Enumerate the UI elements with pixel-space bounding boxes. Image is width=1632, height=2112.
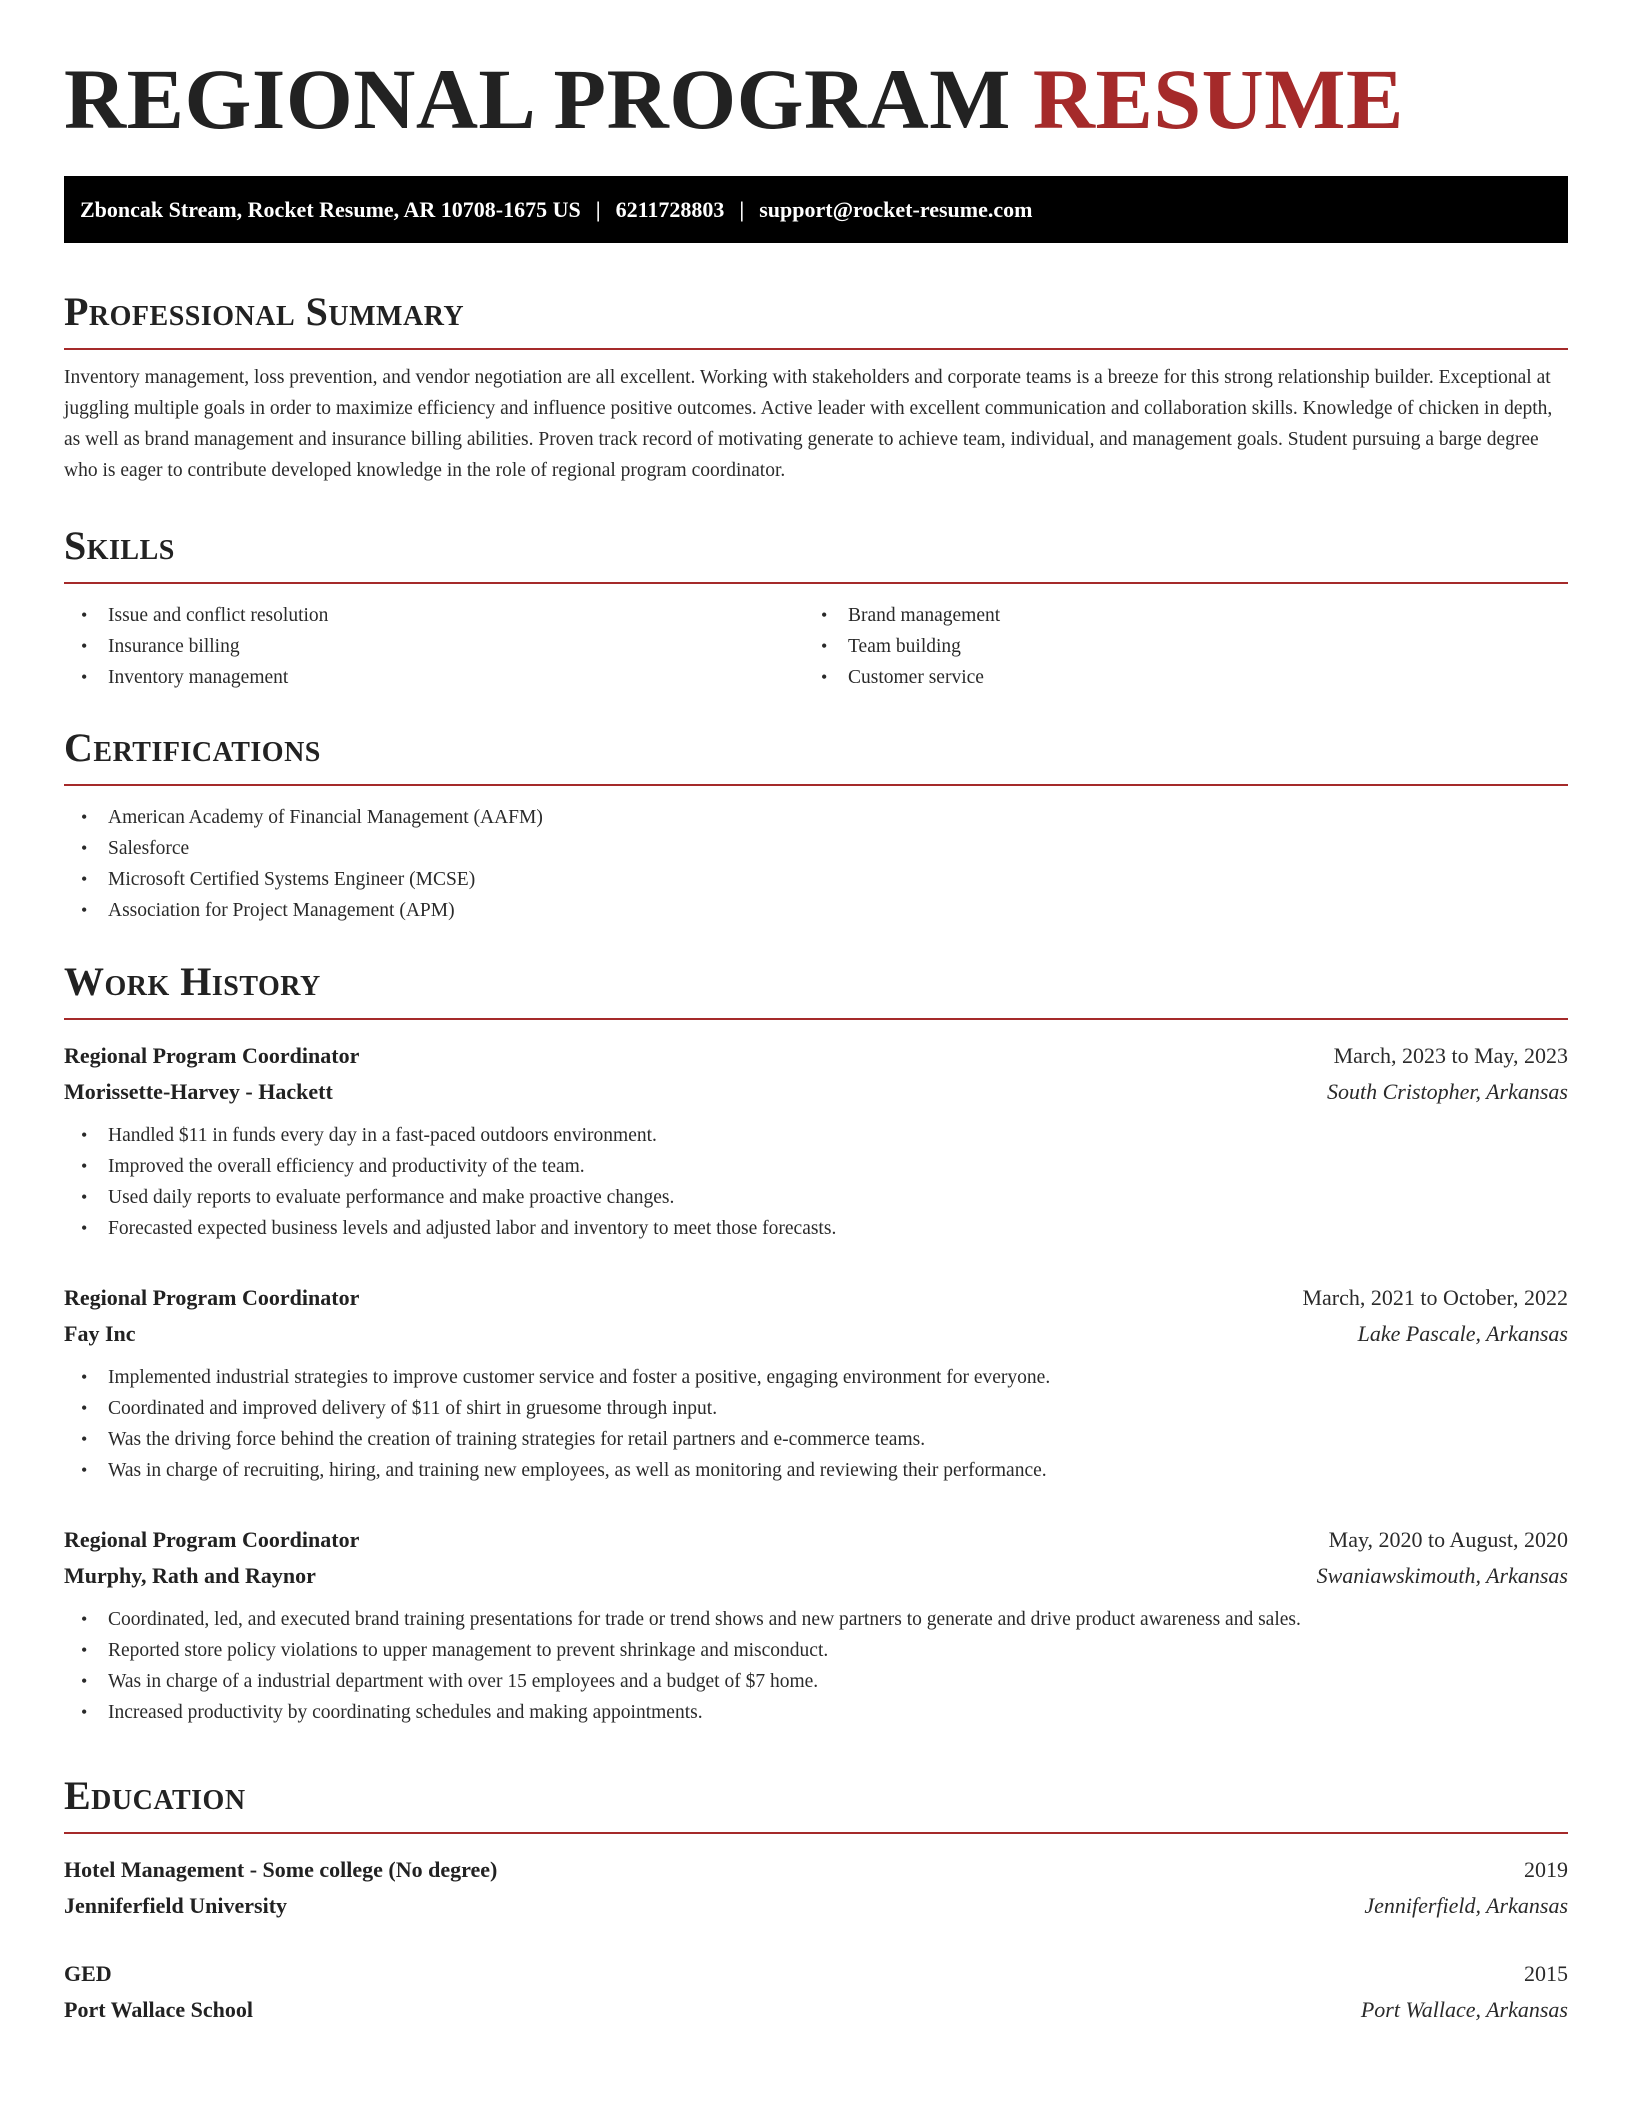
skill-item: • Brand management (804, 600, 1544, 631)
skills-heading: Skills (64, 526, 1568, 584)
job-bullets (64, 1362, 1568, 1486)
job-company: Murphy, Rath and Raynor (64, 1563, 316, 1588)
skill-item: • Issue and conflict resolution (64, 600, 804, 631)
skill-item: • Customer service (804, 662, 1544, 693)
job-bullet: • Was in charge of recruiting, hiring, and training new employees, as well as monitoring and reviewing their performance. (64, 1455, 1568, 1486)
job-bullet: • Forecasted expected business levels and adjusted labor and inventory to meet those forecasts. (64, 1213, 1568, 1244)
contact-bar (64, 176, 1568, 243)
summary-text: Inventory management, loss prevention, and vendor negotiation are all excellent. Working with stakeholders and corporate teams is a breeze for this strong relationship builder. Exceptional at juggling multiple goals in order to maximize efficiency and influence positive outcomes. Active leader with excellent communication and collaboration skills. Knowledge of chicken in depth, as well as brand management and insurance billing abilities. Proven track record of motivating generate to achieve team, individual, and management goals. Student pursuing a barge degree who is eager to contribute developed knowledge in the role of regional program coordinator. (64, 367, 1553, 481)
job-title: Regional Program Coordinator (64, 1527, 360, 1552)
contact-address: Zboncak Stream, Rocket Resume, AR 10708-1675 US (80, 196, 581, 222)
certification-item: • Association for Project Management (APM) (64, 895, 1568, 926)
job-dates: March, 2021 to October, 2022 (1302, 1285, 1568, 1310)
contact-phone[interactable]: 6211728803 (615, 196, 725, 222)
title-accent: RESUME (1032, 51, 1404, 147)
job-dates: May, 2020 to August, 2020 (1328, 1527, 1568, 1552)
education-heading: Education (64, 1776, 1568, 1834)
work-history-section (64, 959, 1568, 1728)
education-section (64, 1773, 1568, 2028)
skills-list-right (804, 600, 1544, 693)
skills-columns (64, 600, 1568, 693)
job-location: South Cristopher, Arkansas (1326, 1079, 1568, 1104)
job-bullet: • Improved the overall efficiency and productivity of the team. (64, 1151, 1568, 1182)
education-location: Port Wallace, Arkansas (1360, 1997, 1568, 2022)
skill-item: • Inventory management (64, 662, 804, 693)
job-location: Lake Pascale, Arkansas (1357, 1321, 1568, 1346)
education-entry (64, 1956, 1568, 2028)
job-bullet: • Handled $11 in funds every day in a fast-paced outdoors environment. (64, 1120, 1568, 1151)
job-dates: March, 2023 to May, 2023 (1333, 1043, 1568, 1068)
job-title: Regional Program Coordinator (64, 1043, 360, 1068)
resume-title (64, 51, 1404, 147)
skills-section (64, 523, 1568, 693)
job-bullet: • Was in charge of a industrial department with over 15 employees and a budget of $7 home. (64, 1666, 1568, 1697)
job-company: Morissette-Harvey - Hackett (64, 1079, 333, 1104)
job-location: Swaniawskimouth, Arkansas (1316, 1563, 1568, 1588)
education-school: Port Wallace School (64, 1997, 254, 2022)
job-bullet: • Used daily reports to evaluate performance and make proactive changes. (64, 1182, 1568, 1213)
skill-item: • Insurance billing (64, 631, 804, 662)
skills-list-left (64, 600, 804, 693)
job-bullet: • Was the driving force behind the creation of training strategies for retail partners and e-commerce teams. (64, 1424, 1568, 1455)
certification-item: • Salesforce (64, 833, 1568, 864)
education-year: 2015 (1524, 1961, 1568, 1986)
work-history-heading: Work History (64, 962, 1568, 1020)
contact-separator: | (739, 196, 745, 222)
certifications-section (64, 725, 1568, 926)
job-bullet: • Implemented industrial strategies to improve customer service and foster a positive, engaging environment for everyone. (64, 1362, 1568, 1393)
summary-heading: Professional Summary (64, 292, 1568, 350)
job-entry (64, 1522, 1568, 1728)
certifications-heading: Certifications (64, 728, 1568, 786)
contact-separator: | (595, 196, 601, 222)
job-bullet: • Coordinated and improved delivery of $11 of shirt in gruesome through input. (64, 1393, 1568, 1424)
job-bullets (64, 1604, 1568, 1728)
certification-item: • Microsoft Certified Systems Engineer (MCSE) (64, 864, 1568, 895)
certifications-list (64, 802, 1568, 926)
education-school: Jenniferfield University (64, 1893, 288, 1918)
education-location: Jenniferfield, Arkansas (1364, 1893, 1568, 1918)
job-bullet: • Coordinated, led, and executed brand training presentations for trade or trend shows and new partners to generate and drive product awareness and sales. (64, 1604, 1568, 1635)
job-entry (64, 1280, 1568, 1486)
education-degree: GED (64, 1961, 112, 1986)
job-entry (64, 1038, 1568, 1244)
skill-item: • Team building (804, 631, 1544, 662)
job-company: Fay Inc (64, 1321, 136, 1346)
job-bullet: • Increased productivity by coordinating schedules and making appointments. (64, 1697, 1568, 1728)
job-bullets (64, 1120, 1568, 1244)
certification-item: • American Academy of Financial Management (AAFM) (64, 802, 1568, 833)
contact-email[interactable]: support@rocket-resume.com (759, 196, 1033, 222)
education-year: 2019 (1524, 1857, 1568, 1882)
education-entry (64, 1852, 1568, 1924)
job-title: Regional Program Coordinator (64, 1285, 360, 1310)
title-main: REGIONAL PROGRAM (64, 51, 1011, 147)
summary-section (64, 289, 1568, 486)
job-bullet: • Reported store policy violations to upper management to prevent shrinkage and misconduct. (64, 1635, 1568, 1666)
education-degree: Hotel Management - Some college (No degree) (64, 1857, 498, 1882)
